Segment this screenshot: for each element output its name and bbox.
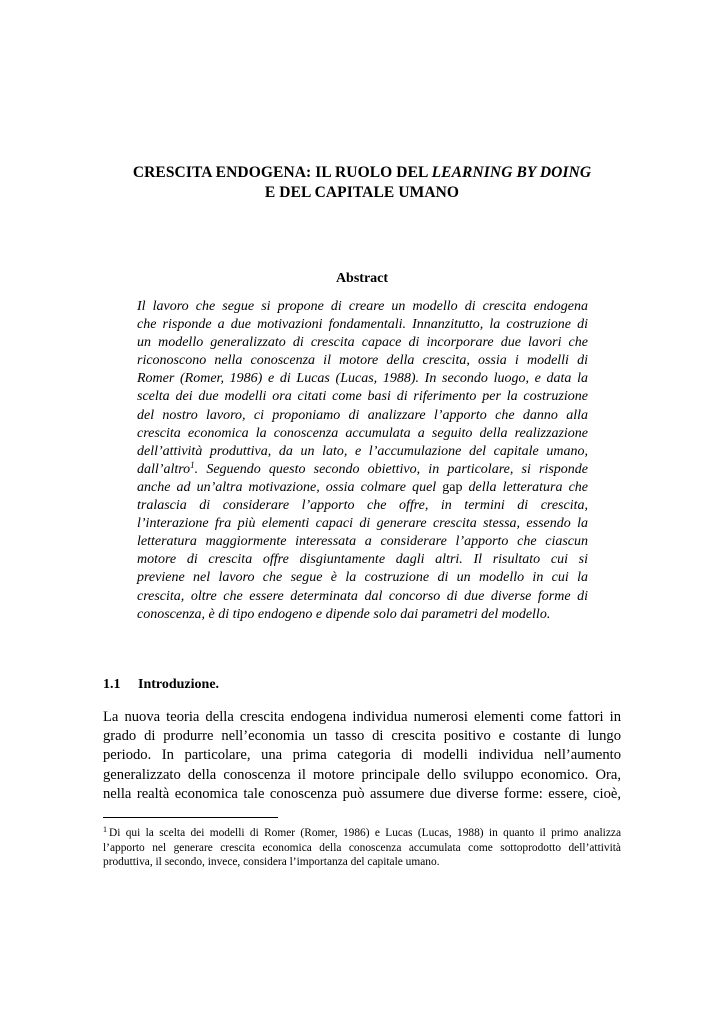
footnote-marker: 1	[103, 825, 107, 834]
title-prefix: CRESCITA ENDOGENA: IL RUOLO DEL	[132, 164, 432, 181]
footnote-text: Di qui la scelta dei modelli di Romer (Romer, 1986) e Lucas (Lucas, 1988) in quanto il primo analizza	[109, 827, 621, 839]
abstract-body	[137, 298, 588, 624]
abstract-text: della letteratura che	[462, 479, 588, 495]
title-italic-term: LEARNING BY DOING	[431, 164, 592, 181]
section-title: Introduzione.	[138, 677, 220, 692]
abstract-line: riconoscono nella conoscenza il motore della crescita, ossia i modelli di	[137, 353, 588, 369]
section-heading	[103, 676, 219, 694]
abstract-line: motore di crescita offre disgiuntamente dagli altri. Il risultato cui si	[137, 552, 588, 568]
abstract-line: letteratura maggiormente interessata a considerare l’apporto che ciascun	[137, 534, 588, 550]
section-number: 1.1	[103, 677, 121, 692]
abstract-line: un modello generalizzato di crescita capace di incorporare due lavori che	[137, 335, 588, 351]
intro-line: grado di produrre nell’economia un tasso di crescita positivo e costante di lungo	[103, 728, 621, 745]
abstract-line: dell’attività produttiva, da un lato, e l’accumulazione del capitale umano,	[137, 443, 588, 459]
abstract-line: che risponde a due motivazioni fondamentali. Innanzitutto, la costruzione di	[137, 317, 588, 333]
abstract-line: tralascia di considerare l’apporto che offre, in termini di crescita,	[137, 498, 588, 514]
footnote	[103, 826, 621, 870]
abstract-line: crescita, oltre che essere determinata dal concorso di due diverse forme di	[137, 588, 588, 604]
abstract-line: conoscenza, è di tipo endogeno e dipende solo dai parametri del modello.	[137, 606, 551, 622]
abstract-text: anche ad un’altra motivazione, ossia colmare quel	[137, 479, 443, 495]
abstract-line-with-footnote	[137, 461, 588, 479]
footnote-separator	[103, 817, 278, 818]
footnote-line: l’apporto nel generare crescita economica della conoscenza accumulata come sottoprodotto dell’attività	[103, 841, 621, 854]
intro-line: La nuova teoria della crescita endogena individua numerosi elementi come fattori in	[103, 709, 621, 725]
title-line-1	[100, 163, 624, 183]
abstract-line: del nostro lavoro, ci proponiamo di analizzare l’apporto che danno alla	[137, 407, 588, 423]
footnote-reference[interactable]: 1	[190, 459, 195, 470]
abstract-line: scelta dei due modelli ora citati come basi di riferimento per la costruzione	[137, 389, 588, 405]
title-line-2: E DEL CAPITALE UMANO	[264, 184, 460, 201]
footnote-line	[103, 826, 621, 841]
abstract-line: crescita economica la conoscenza accumulata a seguito della realizzazione	[137, 425, 588, 441]
abstract-text: dall’altro	[137, 461, 191, 477]
gap-term: gap	[442, 479, 463, 495]
abstract-heading: Abstract	[335, 271, 389, 286]
abstract-line: Romer (Romer, 1986) e di Lucas (Lucas, 1988). In secondo luogo, e data la	[137, 371, 588, 387]
paper-title	[100, 163, 624, 203]
intro-line: nella realtà economica tale conoscenza può assumere due diverse forme: essere, cioè,	[103, 785, 621, 802]
abstract-text: . Seguendo questo secondo obiettivo, in particolare, si risponde	[194, 461, 588, 477]
footnote-line: produttiva, il secondo, invece, considera l’importanza del capitale umano.	[103, 856, 440, 869]
intro-line: periodo. In particolare, una prima categoria di modelli individua nell’aumento	[103, 747, 621, 764]
abstract-line: previene nel lavoro che segue è la costruzione di un modello in cui la	[137, 570, 588, 586]
intro-paragraph	[103, 708, 621, 804]
abstract-line-with-gap	[137, 479, 588, 497]
abstract-line: Il lavoro che segue si propone di creare un modello di crescita endogena	[137, 299, 588, 314]
intro-line: generalizzato della conoscenza il motore principale dello sviluppo economico. Ora,	[103, 766, 621, 783]
abstract-line: l’interazione fra più elementi capaci di generare crescita stessa, essendo la	[137, 516, 588, 532]
